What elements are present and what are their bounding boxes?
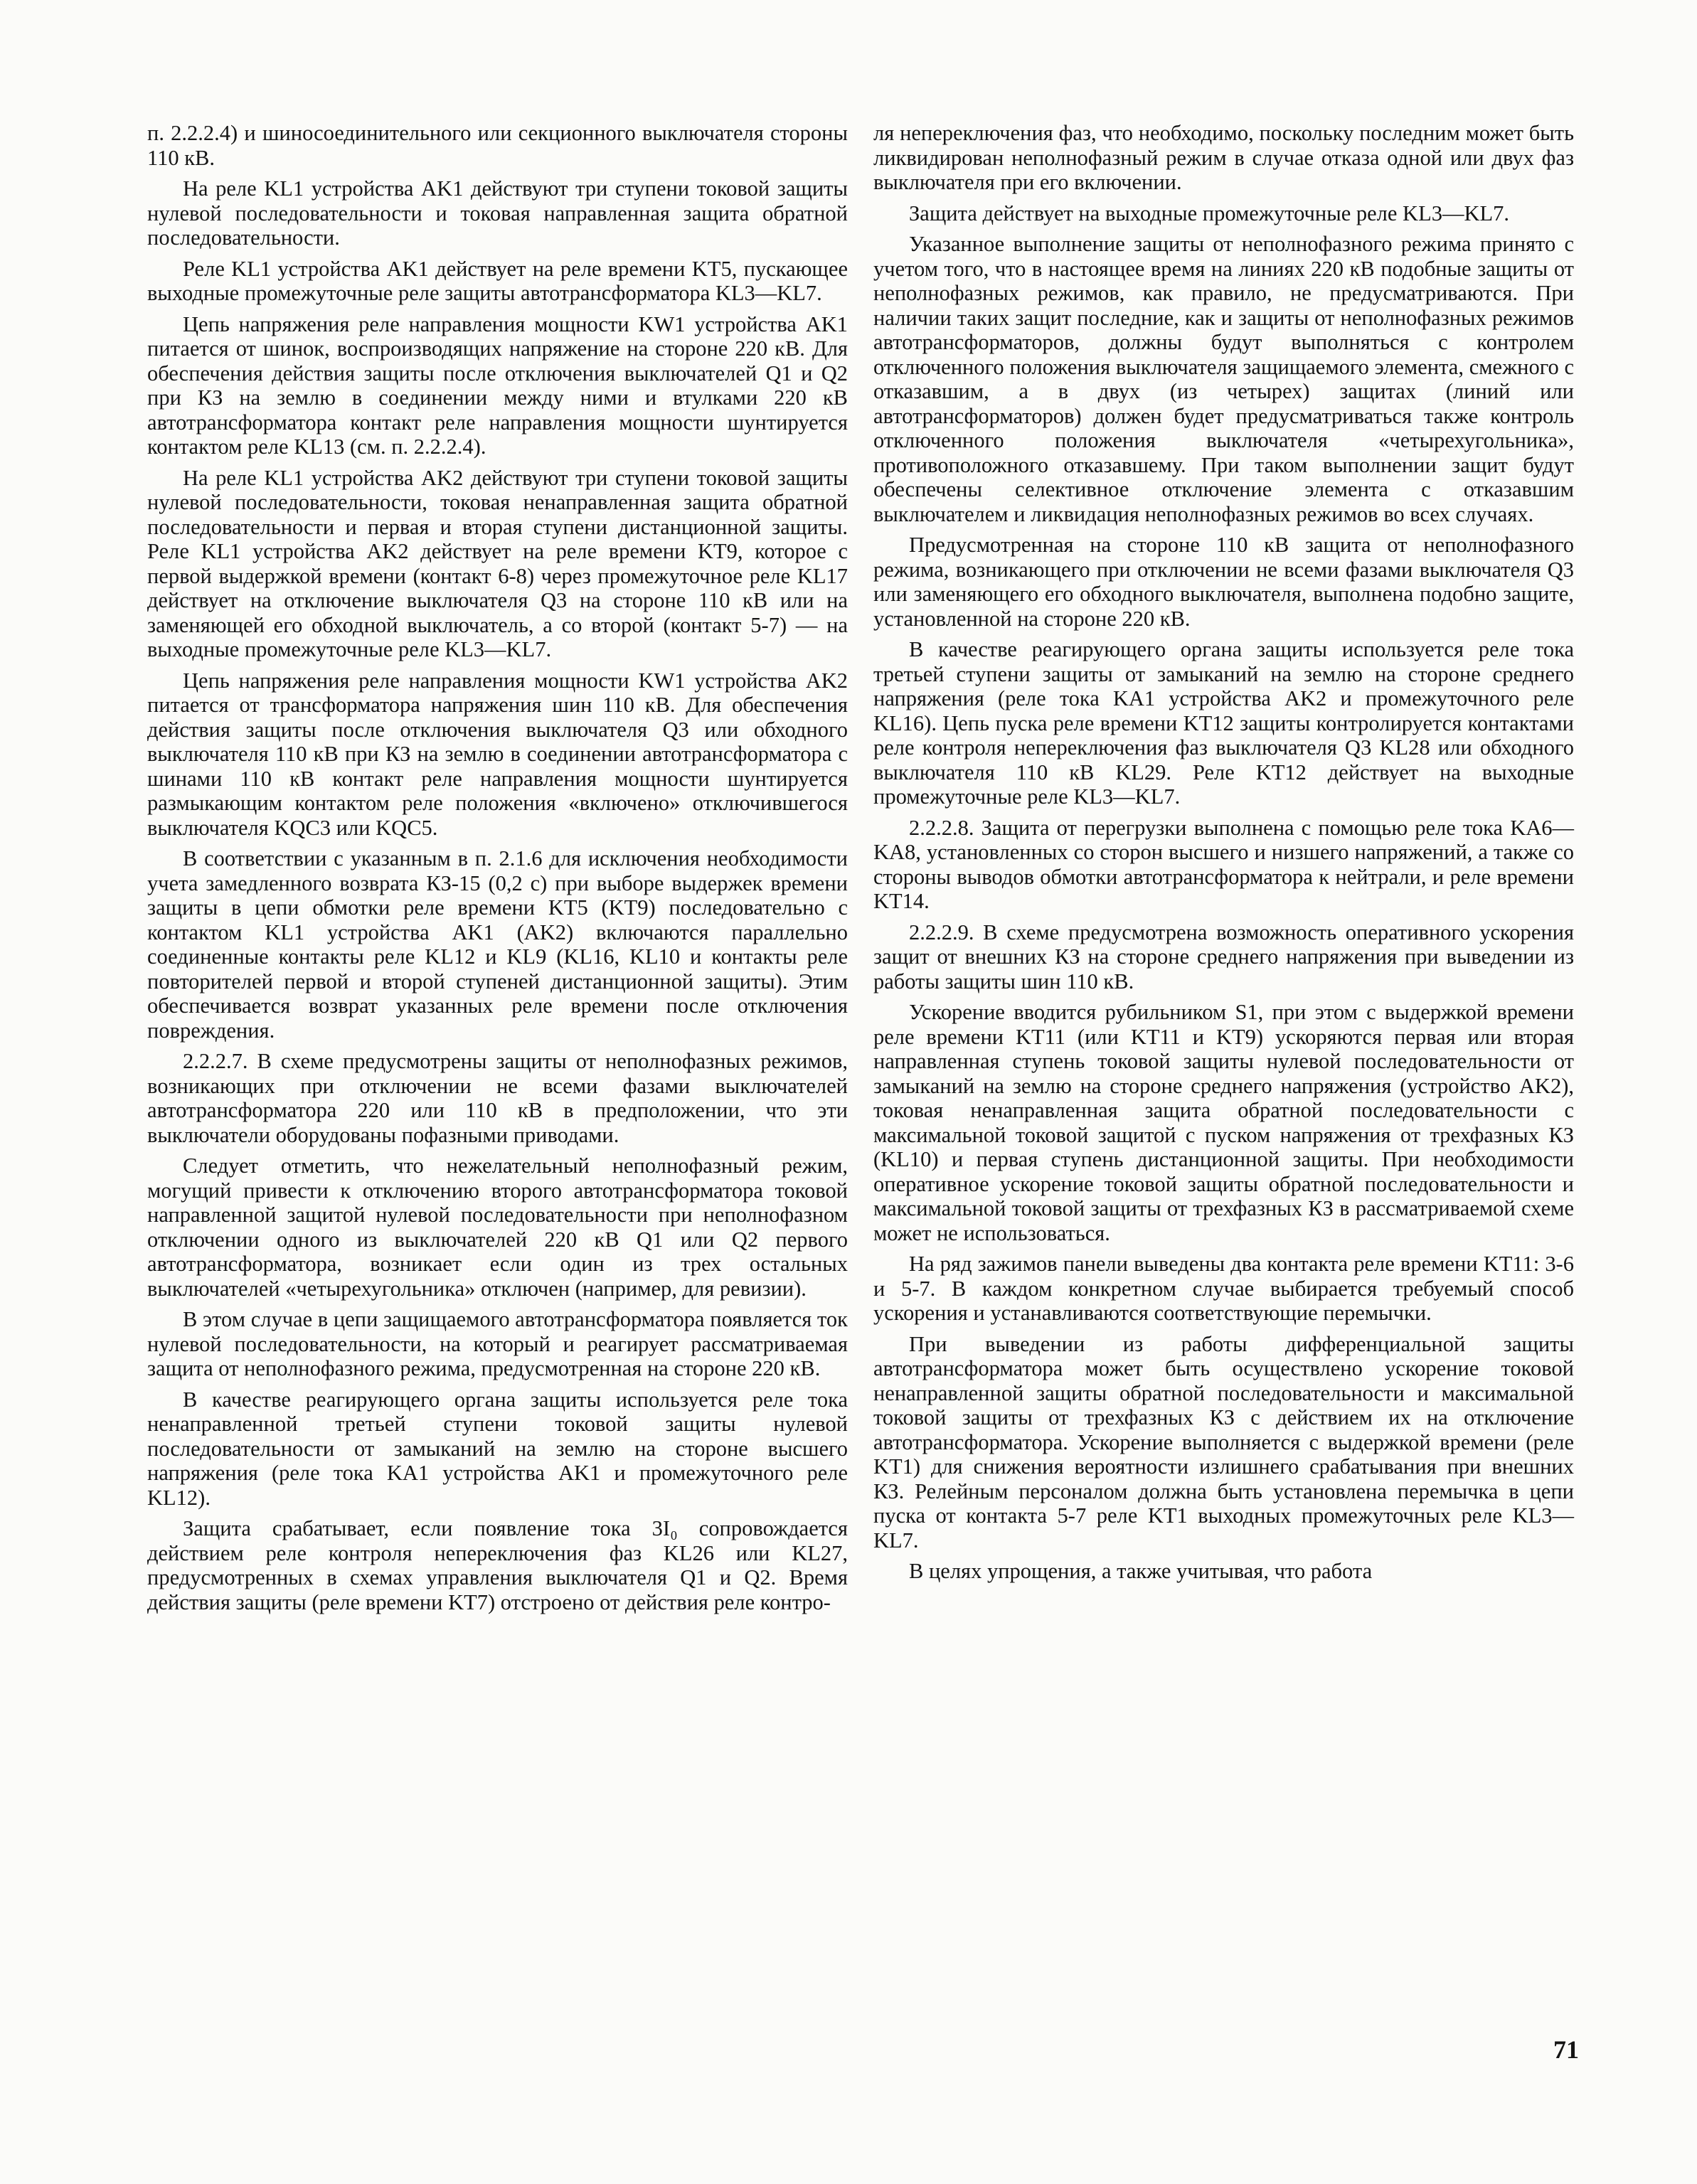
paragraph: Ускорение вводится рубильником S1, при этом с выдержкой времени реле времени KT11 (или KT11 и KT9) ускоряются первая или вторая направленная ступень токовой защиты нулевой последовательности от замыканий на землю на стороне среднего напряжения (устройство AK2), токовая ненаправленная защита обратной последовательности с максимальной токовой защитой с пуском напряжения от трехфазных КЗ (KL10) и первая ступень дистанционной защиты. При необходимости оперативное ускорение токовой защиты обратной последовательности и максимальной токовой защиты от трехфазных КЗ в рассматриваемой схеме может не использоваться. — [873, 1000, 1574, 1245]
paragraph: На реле KL1 устройства AK1 действуют три ступени токовой защиты нулевой последовательности и токовая направленная защита обратной последовательности. — [147, 176, 848, 250]
paragraph: 2.2.2.9. В схеме предусмотрена возможность оперативного ускорения защит от внешних КЗ на стороне среднего напряжения при выведении из работы защиты шин 110 кВ. — [873, 920, 1574, 994]
page-number: 71 — [1553, 2035, 1579, 2064]
paragraph: Предусмотренная на стороне 110 кВ защита от неполнофазного режима, возникающего при отключении не всеми фазами выключателя Q3 или заменяющего его обходного выключателя, выполнена подобно защите, установленной на стороне 220 кВ. — [873, 533, 1574, 631]
paragraph: В целях упрощения, а также учитывая, что работа — [909, 1559, 1373, 1583]
paragraph: На ряд зажимов панели выведены два контакта реле времени KT11: 3-6 и 5-7. В каждом конкретном случае выбирается требуемый способ ускорения и устанавливаются соответствующие перемычки. — [873, 1252, 1574, 1325]
paragraph: Следует отметить, что нежелательный неполнофазный режим, могущий привести к отключению второго автотрансформатора токовой направленной защитой нулевой последовательности при неполнофазном отключении одного из выключателей 220 кВ Q1 или Q2 первого автотрансформатора, возникает если один из трех остальных выключателей «четырехугольника» отключен (например, для ревизии). — [147, 1154, 848, 1301]
right-text-column — [873, 121, 1574, 1590]
paragraph: 2.2.2.8. Защита от перегрузки выполнена с помощью реле тока KA6—KA8, установленных со сторон высшего и низшего напряжений, а также со стороны выводов обмотки автотрансформатора к нейтрали, и реле времени KT14. — [873, 815, 1574, 913]
paragraph: 2.2.2.7. В схеме предусмотрены защиты от неполнофазных режимов, возникающих при отключении не всеми фазами выключателей автотрансформатора 220 или 110 кВ в предположении, что эти выключатели оборудованы пофазными приводами. — [147, 1049, 848, 1147]
paragraph: В качестве реагирующего органа защиты используется реле тока ненаправленной третьей ступени токовой защиты нулевой последовательности от замыканий на землю на стороне высшего напряжения (реле тока KA1 устройства AK1 и промежуточного реле KL12). — [147, 1387, 848, 1510]
paragraph: ля непереключения фаз, что необходимо, поскольку последним может быть ликвидирован неполнофазный режим в случае отказа одной или двух фаз выключателя при его включении. — [873, 121, 1574, 194]
paragraph: При выведении из работы дифференциальной защиты автотрансформатора может быть осуществлено ускорение токовой ненаправленной защиты обратной последовательности и максимальной токовой защиты от трехфазных КЗ с действием их на отключение автотрансформатора. Ускорение выполняется с выдержкой времени (реле KT1) для снижения вероятности излишнего срабатывания при внешних КЗ. Релейным персоналом должна быть установлена перемычка в цепи пуска от контакта 5-7 реле KT1 выходных промежуточных реле KL3—KL7. — [873, 1331, 1574, 1552]
paragraph: Цепь напряжения реле направления мощности KW1 устройства AK1 питается от шинок, воспроизводящих напряжение на стороне 220 кВ. Для обеспечения действия защиты после отключения выключателей Q1 и Q2 при КЗ на землю в соединении между ними и втулками 220 кВ автотрансформатора контакт реле направления мощности шунтируется контактом реле KL13 (см. п. 2.2.2.4). — [147, 311, 848, 459]
paragraph: п. 2.2.2.4) и шиносоединительного или секционного выключателя стороны 110 кВ. — [147, 121, 848, 170]
paragraph: Цепь напряжения реле направления мощности KW1 устройства AK2 питается от трансформатора напряжения шин 110 кВ. Для обеспечения действия защиты после отключения выключателя Q3 или обходного выключателя 110 кВ при КЗ на землю в соединении автотрансформатора с шинами 110 кВ контакт реле направления мощности шунтируется размыкающим контактом реле положения «включено» отключившегося выключателя KQC3 или KQC5. — [147, 668, 848, 840]
paragraph: В этом случае в цепи защищаемого автотрансформатора появляется ток нулевой последовательности, на который и реагирует рассматриваемая защита от неполнофазного режима, предусмотренная на стороне 220 кВ. — [147, 1307, 848, 1380]
paragraph: В соответствии с указанным в п. 2.1.6 для исключения необходимости учета замедленного возврата КЗ-15 (0,2 с) при выборе выдержек времени защиты в цепи обмотки реле времени KT5 (KT9) последовательно с контактом KL1 устройства AK1 (AK2) включаются параллельно соединенные контакты реле KL12 и KL9 (KL16, KL10 и контакты реле повторителей первой и второй ступеней дистанционной защиты). Этим обеспечивается возврат указанных реле времени после отключения повреждения. — [147, 846, 848, 1043]
paragraph: Указанное выполнение защиты от неполнофазного режима принято с учетом того, что в настоящее время на линиях 220 кВ подобные защиты от неполнофазных режимов, как правило, не предусматриваются. При наличии таких защит последние, как и защиты от неполнофазных режимов автотрансформаторов, должны будут выполняться с контролем отключенного положения выключателя защищаемого элемента, смежного с отказавшим, а в двух (из четырех) защитах (линий или автотрансформаторов) должен будет предусматриваться также контроль отключенного положения выключателя «четырехугольника», противоположного отказавшему. При таком выполнении защит будут обеспечены селективное отключение элемента с отказавшим выключателем и ликвидация неполнофазных режимов во всех случаях. — [873, 232, 1574, 526]
paragraph: На реле KL1 устройства AK2 действуют три ступени токовой защиты нулевой последовательности, токовая ненаправленная защита обратной последовательности и первая и вторая ступени дистанционной защиты. Реле KL1 устройства AK2 действует на реле времени KT9, которое с первой выдержкой времени (контакт 6-8) через промежуточное реле KL17 действует на отключение выключателя Q3 на стороне 110 кВ или на заменяющей его обходной выключатель, а со второй (контакт 5-7) — на выходные промежуточные реле KL3—KL7. — [147, 465, 848, 661]
paragraph: Реле KL1 устройства AK1 действует на реле времени KT5, пускающее выходные промежуточные реле защиты автотрансформатора KL3—KL7. — [147, 256, 848, 305]
paragraph: В качестве реагирующего органа защиты используется реле тока третьей ступени защиты от замыканий на землю на стороне среднего напряжения (реле тока KA1 устройства AK2 и промежуточного реле KL16). Цепь пуска реле времени KT12 защиты контролируется контактами реле контроля непереключения фаз выключателя Q3 KL28 или обходного выключателя 110 кВ KL29. Реле KT12 действует на выходные промежуточные реле KL3—KL7. — [873, 637, 1574, 809]
left-text-column — [147, 121, 848, 1621]
paragraph: Защита срабатывает, если появление тока 3I₀ сопровождается действием реле контроля непереключения фаз KL26 или KL27, предусмотренных в схемах управления выключателя Q1 и Q2. Время действия защиты (реле времени KT7) отстроено от действия реле контро- — [147, 1516, 848, 1614]
paragraph: Защита действует на выходные промежуточные реле KL3—KL7. — [909, 201, 1509, 225]
